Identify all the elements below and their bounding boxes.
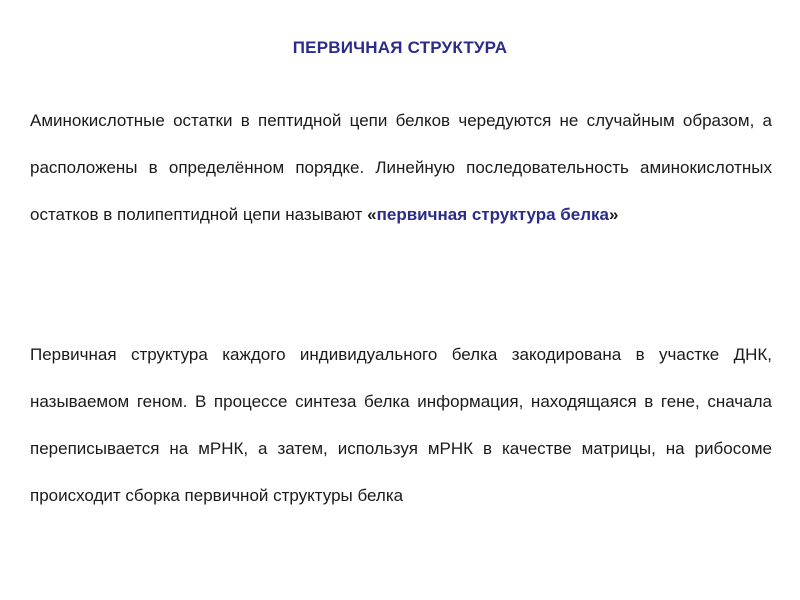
- paragraph-gene-encoding: [30, 331, 772, 519]
- term-primary-structure: первичная структура белка: [376, 205, 609, 224]
- paragraph-primary-structure-definition: [30, 97, 772, 238]
- slide-title: ПЕРВИЧНАЯ СТРУКТУРА: [292, 38, 508, 57]
- quote-open: «: [367, 205, 377, 224]
- paragraph1-text: Аминокислотные остатки в пептидной цепи белков чередуются не случайным образом, а расположены в определённом порядке. Линейную последовательность аминокислотных остатков в полипептидной цепи называют: [30, 111, 772, 224]
- quote-close: »: [609, 205, 619, 224]
- paragraph2-text: Первичная структура каждого индивидуального белка закодирована в участке ДНК, называемом геном. В процессе синтеза белка информация, находящаяся в гене, сначала переписывается на мРНК, а затем, используя мРНК в качестве матрицы, на рибосоме происходит сборка первичной структуры белка: [30, 345, 772, 505]
